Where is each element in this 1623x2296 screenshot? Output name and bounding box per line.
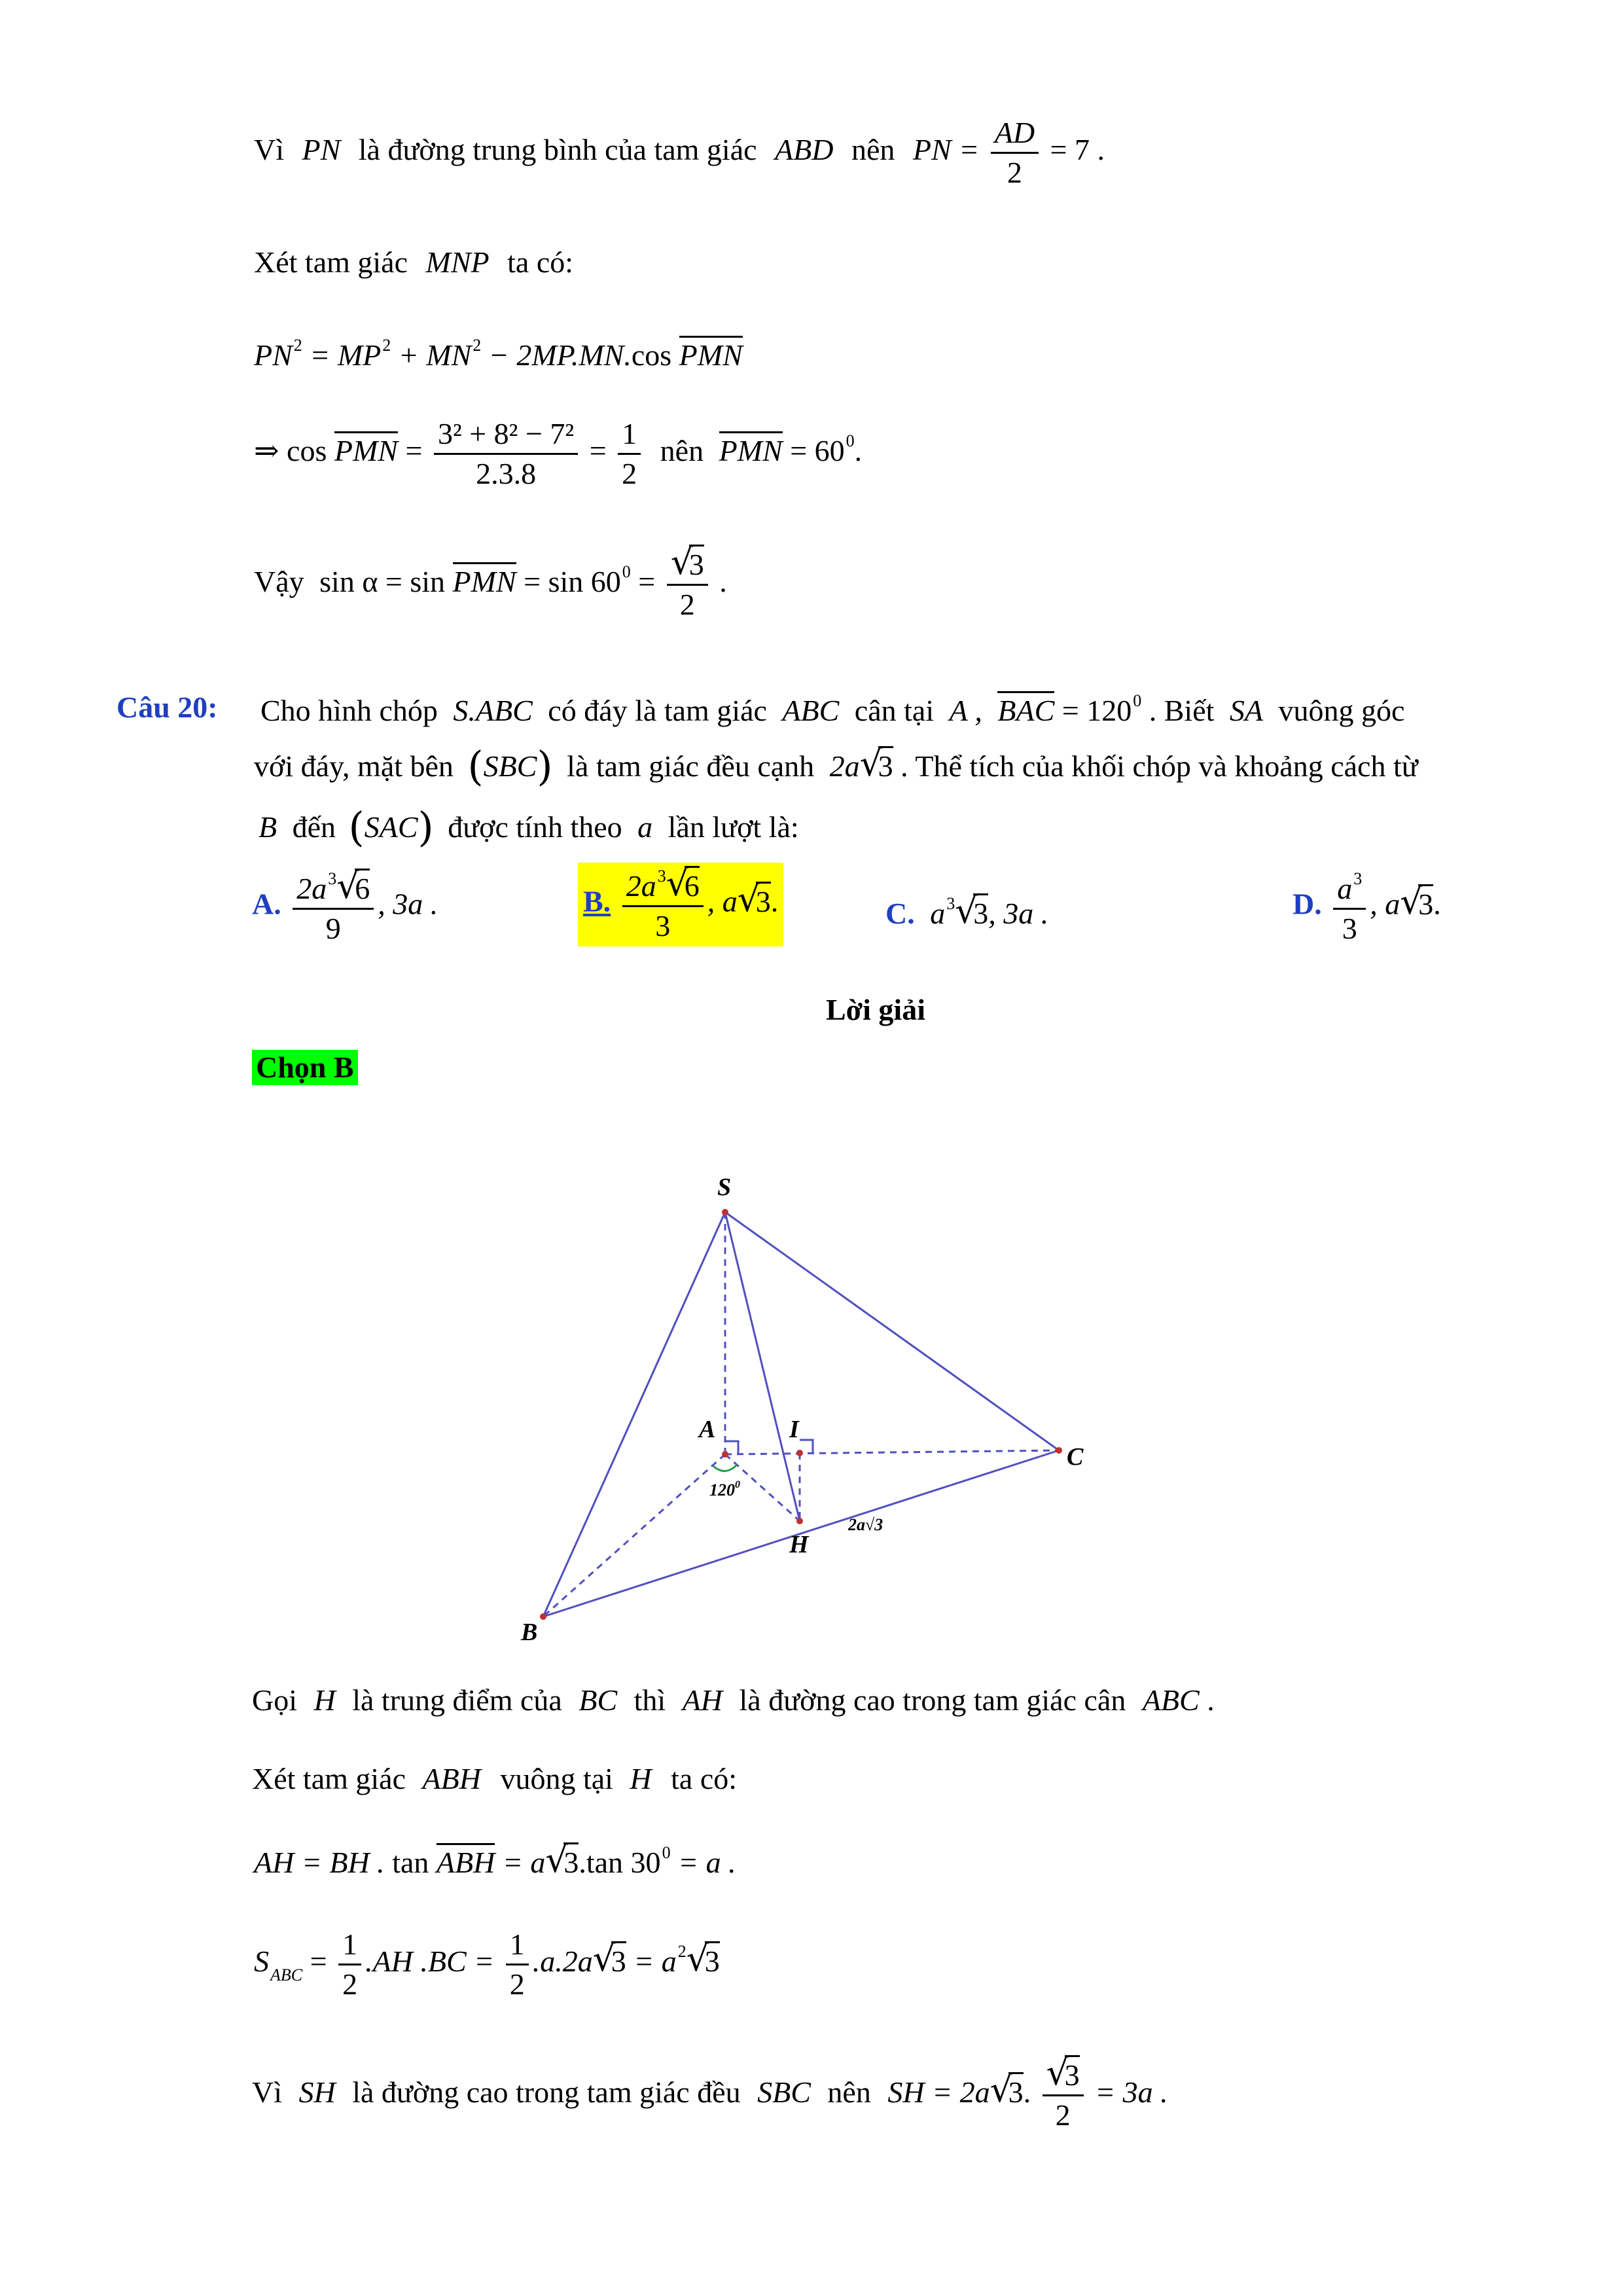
formula-sh: Vì SH là đường cao trong tam giác đều SBC nên SH = 2a√ 3. √ $\frac{3}{2}$ = 3a . [252, 2060, 1168, 2130]
label-side [847, 1515, 883, 1534]
option-b[interactable]: B. $\frac{2a^3√ 6}{3}$ , a√ 3. [578, 863, 783, 946]
formula-sin-alpha: Vậy sin α = sin PMN = $\sin 60^0$ = √ $\frac{3}{2}$ . [254, 550, 727, 620]
edge-ac-dashed [725, 1450, 1059, 1454]
formula-area: $S_{ABC}$ = $\frac{1}{2}$ .AH .BC = $\frac{1}{2}$ .a.2a√ $3 = a^2√$ 3 [254, 1929, 720, 2000]
label-angle [709, 1479, 740, 1499]
chosen-answer: Chọn B [252, 1050, 358, 1085]
line-consider-mnp: Xét tam giác MNP ta có: [254, 245, 574, 279]
point-a [722, 1451, 728, 1458]
option-a[interactable]: A. $\frac{2a^3√ 6}{9}$ , 3a . [252, 870, 438, 944]
side-rad: 3 [874, 1515, 883, 1534]
formula-ah: AH = BH . tan ABH = a√ 3.tan $30^0 = a$ . [254, 1844, 736, 1878]
option-d[interactable]: D. $\frac{a^3}{3}$ , a√ 3. [1293, 870, 1441, 944]
line-pn-midline: Vì PN là đường trung bình của tam giác ABD nên PN = $\frac{AD}{2}$ = 7 . [254, 116, 1105, 189]
label-i: I [789, 1416, 799, 1443]
edge-sc [725, 1212, 1059, 1450]
solution-title: Lời giải [826, 993, 925, 1026]
point-s [722, 1209, 728, 1215]
angle-arc-a [713, 1465, 737, 1471]
formula-cosine-law: $PN^2 = MP^2 + MN^2 - 2MP.MN.\cos$ PMN [254, 336, 743, 372]
edge-sb [543, 1212, 725, 1617]
side-coef: 2a [848, 1515, 865, 1534]
option-c[interactable]: C. $a^3√$ 3, 3a . [885, 895, 1048, 929]
label-h: H [789, 1531, 809, 1558]
point-b [540, 1613, 546, 1620]
angle-value: 120 [709, 1480, 735, 1499]
line-consider-abh: Xét tam giác ABH vuông tại H ta có: [252, 1762, 738, 1795]
label-s: S [717, 1174, 732, 1201]
line-midpoint-h: Gọi H là trung điểm của BC thì AH là đường cao trong tam giác cân ABC . [252, 1683, 1215, 1717]
edge-ab-dashed [543, 1454, 725, 1617]
question-label: Câu 20: [116, 691, 218, 724]
label-b: B [521, 1619, 538, 1646]
point-i [796, 1450, 803, 1456]
angle-degree: 0 [735, 1479, 740, 1490]
label-a: A [699, 1416, 716, 1443]
point-c [1056, 1447, 1062, 1454]
label-c: C [1067, 1443, 1084, 1471]
question-line-2: với đáy, mặt bên (SBC) là tam giác đều cạnh 2a√ 3 . Thể tích của khối chóp và khoảng cách từ [254, 746, 1418, 787]
side-sqrt: √ [865, 1515, 875, 1534]
question-line-1: Cho hình chóp S.ABC có đáy là tam giác ABC cân tại A , BAC = $120^0$ . Biết SA vuông góc [260, 691, 1405, 727]
question-line-3: B đến (SAC) được tính theo a lần lượt là: [259, 803, 799, 851]
point-h [796, 1518, 803, 1524]
formula-cos-pmn: ⇒ cos PMN = $\frac{\text{3² + 8² − 7²}}{2.3.8}$ = $\frac{1}{2}$ nên PMN = $60^0$. [254, 417, 863, 490]
